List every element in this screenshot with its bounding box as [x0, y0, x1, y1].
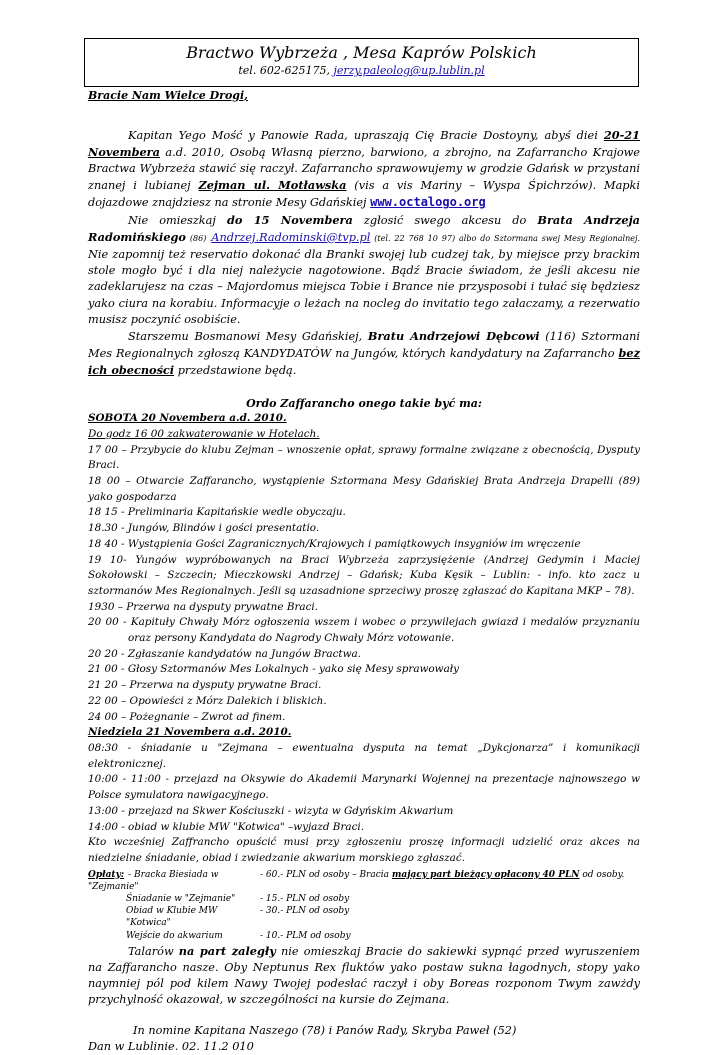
closing-text-c: nie omieszkaj Bracie do sakiewki sypnąć przed wyruszeniem na Zaffarancho nasze. Oby Neptunus Rex fluktów yako postaw sukna łagodnych, stopy yako naymniej pól pod kilem Nawy Twojej podesłać raczył i oby Boreas rozponom Twym zawżdy przychylność okazował, w szczególności na kursie do Zejmana. [88, 944, 641, 1007]
schedule-item: 10:00 - 11:00 - przejazd na Oksywie do Akademii Marynarki Wojennej na prezentacje najnowszego w Polsce symulatora nawigacyjnego. [88, 773, 640, 802]
header-divider [84, 86, 639, 87]
schedule-item: Kto wcześniej Zaffrancho opuścić musi przy zgłoszeniu proszę informacji udzielić oraz akces na niedzielne śniadanie, obiad i zwiedzanie akwarium morskiego zgłaszać. [88, 836, 640, 864]
fee-price: - 15.- PLN od osoby [260, 894, 350, 905]
closing-text-a: Talarów [128, 944, 179, 958]
p3-text-a: Starszemu Bosmanowi Mesy Gdańskiej, [128, 330, 368, 344]
fee-item: - Bracka Biesiada w "Zejmanie" [88, 869, 219, 892]
letter-body [88, 88, 640, 1055]
fee-row [88, 893, 640, 905]
schedule-item: 08:30 - śniadanie u "Zejmana – ewentualna dysputa na temat „Dykcjonarza” i komunikacji elektronicznej. [88, 742, 640, 770]
letterhead-title: Bractwo Wybrzeża , Mesa Kaprów Polskich [186, 43, 537, 62]
schedule-item: 13:00 - przejazd na Skwer Kościuszki - wizyta w Gdyńskim Akwarium [88, 804, 454, 817]
paragraph-closing [88, 943, 640, 1009]
fee-row [88, 869, 640, 893]
schedule-item: 1930 – Przerwa na dysputy prywatne Braci. [88, 600, 319, 613]
schedule-item: 14:00 - obiad w klubie MW "Kotwica" –wyjazd Braci. [88, 820, 365, 833]
fee-highlight: mający part bieżący opłacony 40 PLN [391, 869, 580, 880]
letterhead-phone: tel. 602-625175, [238, 64, 334, 77]
p1-text-b: a.d. 2010, Osobą Własną pierzno, barwiono, a zbrojno, na Zafarrancho Krajowe Bractwa Wybrzeża stawić się raczył. Zafarrancho sprawowujemy w grodzie Gdańsk w przystani znanej i lubianej [88, 145, 640, 193]
event-date: 20-21 Novembera [88, 127, 640, 159]
paragraph-invitation [88, 127, 640, 212]
closing-emphasis: na part zaległy [178, 943, 276, 958]
schedule-item: 18.30 - Jungów, Blindów i gości presentatio. [88, 522, 320, 535]
schedule-item: 19 10- Yungów wypróbowanych na Braci Wybrzeża zaprzysiężenie (Andrzej Gedymin i Maciej Sokołowski – Szczecin; Mieczkowski Andrzej – Gdańsk; Kuba Kęsik – Lublin: - info. kto zacz u sztormanów Mes Regionalnych. Jeśli są uzasadnione sprzeciwy proszę zgłaszać do Kapitana MKP – 78). [88, 553, 640, 597]
schedule-item: 22 00 – Opowieści z Mórz Dalekich i bliskich. [88, 694, 327, 707]
schedule-item: 18 15 - Preliminaria Kapitańskie wedle obyczaju. [88, 506, 346, 519]
schedule-item: 21 20 – Przerwa na dysputy prywatne Braci. [88, 679, 322, 692]
contact-name: Brata Andrzeja Radomińskiego [88, 212, 641, 244]
fees-table [88, 869, 640, 942]
contact-number: (86) [185, 233, 207, 243]
contact-email-link[interactable]: Andrzej.Radominski@tvp.pl [211, 230, 371, 244]
fee-row [88, 905, 640, 929]
fee-price: - 30.- PLN od osoby [260, 906, 350, 917]
fees-label: Opłaty: [88, 869, 125, 880]
schedule-item: 18 40 - Wystąpienia Gości Zagranicznych/Krajowych i pamiątkowych insygniów im wręczenie [88, 537, 581, 550]
signature-block [88, 1023, 640, 1055]
website-link[interactable]: www.octalogo.org [370, 195, 486, 210]
p2-text-c: Nie zapomnij też reservatio dokonać dla Branki swojej lub cudzej tak, by miejsce przy brackim stole mogło być i dla niej należycie nagotowione. Bądź Bracie świadom, że jeśli akcesu nie zadeklarujesz na czas – Majordomus miejsca Tobie i Brance nie przysposobi i tułać się będziesz yako ciura na korabiu. Informacyje o leżach na nocleg do invitatio tego załaczamy, a rezerwatio musisz poczynić osobiście. [88, 248, 640, 326]
p1-text-c: (vis a vis Mariny – Wyspa Śpichrzów). Mapki dojazdowe znajdziesz na stronie Mesy Gdańskiej [88, 179, 641, 210]
paragraph-registration [88, 212, 640, 328]
schedule-item: Do godz 16 00 zakwaterowanie w Hotelach. [88, 427, 320, 440]
fee-item: Obiad w Klubie MW "Kotwica" [126, 906, 218, 929]
p3-emphasis: bez ich obecności [88, 346, 640, 378]
schedule-item: 21 00 - Głosy Sztormanów Mes Lokalnych - yako się Mesy sprawowały [88, 663, 460, 676]
fee-row [88, 930, 640, 942]
date-line: Dan w Lublinie. 02. 11.2 010 [88, 1039, 254, 1053]
schedule-item: 17 00 – Przybycie do klubu Zejman – wnoszenie opłat, sprawy formalne związane z obecnością, Dysputy Braci. [88, 443, 640, 472]
p1-text-a: Kapitan Yego Mość y Panowie Rada, upraszają Cię Bracie Dostoyny, abyś diei [128, 128, 604, 142]
schedule-item: 18 00 – Otwarcie Zaffarancho, wystąpienie Sztormana Mesy Gdańskiej Brata Andrzeja Drapelli (89) yako gospodarza [88, 475, 640, 503]
schedule-title: Ordo Zaffarancho onego takie być ma: [246, 396, 482, 410]
day1-heading: SOBOTA 20 Novembera a.d. 2010. [88, 412, 287, 425]
fee-item: Śniadanie w "Zejmanie" [126, 894, 236, 905]
boatswain-name: Bratu Andrzejowi Dębcowi [367, 329, 540, 344]
paragraph-candidates [88, 328, 640, 380]
event-place: Zejman ul. Motławska [198, 178, 347, 193]
deadline-date: do 15 Novembera [226, 212, 353, 227]
fee-price: - 60.- PLN od osoby – Bracia mający part bieżący opłacony 40 PLN od osoby. [260, 869, 625, 880]
letterhead-contact [85, 64, 638, 78]
signature-line: In nomine Kapitana Naszego (78) i Panów Rady, Skryba Paweł (52) [133, 1023, 517, 1037]
greeting: Bracie Nam Wielce Drogi, [88, 89, 248, 102]
schedule [88, 411, 640, 866]
schedule-item: 24 00 – Pożegnanie – Zwrot ad finem. [88, 710, 286, 723]
letterhead-email-link[interactable]: jerzy.paleolog@up.lublin.pl [333, 64, 485, 77]
fee-item: Wejście do akwarium [126, 930, 223, 941]
p3-text-c: przedstawione będą. [174, 364, 297, 378]
p2-text-b: zgłosić swego akcesu do [352, 213, 538, 227]
day2-heading: Niedziela 21 Novembera a.d. 2010. [88, 726, 292, 739]
fee-price: - 10.- PLM od osoby [260, 930, 351, 941]
letterhead [84, 38, 639, 86]
p2-text-a: Nie omieszkaj [128, 213, 227, 227]
schedule-item: 20 20 - Zgłaszanie kandydatów na Jungów Bractwa. [88, 647, 361, 660]
p3-text-b: (116) Sztormani Mes Regionalnych zgłoszą KANDYDATÓW na Jungów, których kandydatury na Zafarrancho [88, 330, 640, 361]
schedule-item: 20 00 - Kapituły Chwały Mórz ogłoszenia wszem i wobec o przywilejach gwiazd i medalów przyznaniu oraz persony Kandydata do Nagrody Chwały Mórz votowanie. [88, 616, 640, 645]
contact-phone: (tel. 22 768 10 97) albo do Sztormana swej Mesy Regionalnej. [370, 233, 641, 243]
